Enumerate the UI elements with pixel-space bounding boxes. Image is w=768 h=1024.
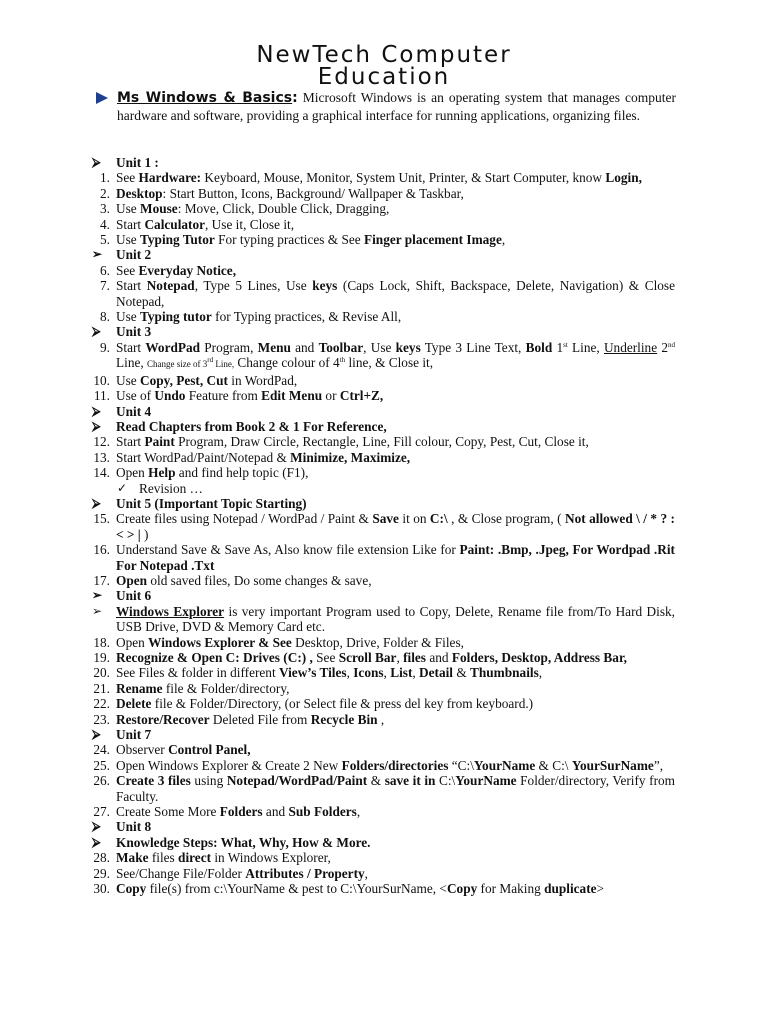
list-item: 3. Use Mouse: Move, Click, Double Click, Dragging,: [100, 201, 390, 217]
list-item: 1. See Hardware: Keyboard, Mouse, Monitor, System Unit, Printer, & Start Computer, know Login,: [100, 170, 642, 186]
list-item: 30. Copy file(s) from c:\YourName & pest to C:\YourSurName, <Copy for Making duplicate>: [93, 881, 605, 897]
list-item: 21. Rename file & Folder/directory,: [93, 680, 290, 696]
unit-note: ⮚ Read Chapters from Book 2 & 1 For Reference,: [92, 418, 387, 434]
list-item: 11. Use of Undo Feature from Edit Menu or Ctrl+Z,: [93, 388, 384, 404]
blue-arrow-bullet-icon: [96, 92, 108, 104]
list-item: 18. Open Windows Explorer & See Desktop, Drive, Folder & Files,: [93, 634, 464, 650]
intro-text: Microsoft Windows is an operating system that manages computer hardware and software, providing a graphical interface for running applications, organizing files.: [117, 90, 677, 123]
list-item: 28. Make files direct in Windows Explorer,: [93, 850, 331, 866]
unit-heading: ➢ Unit 6: [92, 588, 152, 604]
unit-heading: ⮚ Unit 7: [92, 727, 152, 743]
list-item: 8. Use Typing tutor for Typing practices, & Revise All,: [100, 309, 402, 325]
list-item: 25. Open Windows Explorer & Create 2 New Folders/directories “C:\YourName & C:\ YourSurName”,: [93, 757, 664, 773]
unit-note: ⮚ Knowledge Steps: What, Why, How & More.: [92, 834, 371, 850]
list-item: 14. Open Help and find help topic (F1),: [93, 465, 309, 481]
windows-explorer-note: ➢ Windows Explorer is very important Program used to Copy, Delete, Rename file from/To Hard Disk, USB Drive, DVD & Memory Card etc.: [92, 603, 675, 635]
arrow-bullet-icon: ⮚: [92, 418, 101, 433]
intro-heading: Ms Windows & Basics: [117, 90, 293, 106]
arrow-bullet-icon: ➢: [92, 588, 103, 603]
list-item: 10. Use Copy, Pest, Cut in WordPad,: [93, 372, 298, 388]
arrow-bullet-icon: ⮚: [92, 819, 101, 834]
list-item: 12. Start Paint Program, Draw Circle, Rectangle, Line, Fill colour, Copy, Pest, Cut, Close it,: [93, 434, 589, 450]
unit-heading: ⮚ Unit 3: [92, 324, 152, 340]
arrow-bullet-icon: ➢: [92, 247, 103, 262]
list-item: 26. Create 3 files using Notepad/WordPad/Paint & save it in C:\YourName Folder/directory, Verify from Faculty.: [93, 773, 675, 804]
arrow-bullet-icon: ⮚: [92, 324, 101, 339]
list-item: 4. Start Calculator, Use it, Close it,: [100, 216, 295, 232]
unit-heading: ⮚ Unit 4: [92, 403, 152, 419]
arrow-bullet-icon: ⮚: [92, 495, 101, 510]
list-item: 19. Recognize & Open C: Drives (C:) , See Scroll Bar, files and Folders, Desktop, Address Bar,: [93, 650, 627, 665]
list-item: 9. Start WordPad Program, Menu and Toolbar, Use keys Type 3 Line Text, Bold 1st Line, Underline 2nd Line, Change size of 3rd Line, Change colour of 4th line, & Close it,: [100, 339, 675, 371]
list-item: 2. Desktop: Start Button, Icons, Background/ Wallpaper & Taskbar,: [100, 185, 464, 201]
list-item: 17. Open old saved files, Do some changes & save,: [93, 572, 372, 588]
page-title-line-1: NewTech Computer: [256, 42, 512, 68]
revision-item: ✓ Revision …: [117, 480, 203, 496]
syllabus-list: [0, 155, 768, 897]
list-item: 24. Observer Control Panel,: [93, 742, 251, 758]
unit-heading: ⮚ Unit 5 (Important Topic Starting): [92, 495, 307, 511]
list-item: 16. Understand Save & Save As, Also know file extension Like for Paint: .Bmp, .Jpeg, For Wordpad .Rit For Notepad .Txt: [93, 542, 675, 573]
check-icon: ✓: [117, 480, 128, 495]
unit-heading: ⮚ Unit 1 :: [92, 155, 159, 170]
arrow-bullet-icon: ➢: [92, 603, 103, 618]
list-item: 22. Delete file & Folder/Directory, (or Select file & press del key from keyboard.): [93, 696, 534, 712]
list-item: 20. See Files & folder in different View’s Tiles, Icons, List, Detail & Thumbnails,: [93, 665, 543, 681]
arrow-bullet-icon: ⮚: [92, 155, 101, 169]
intro-paragraph: Ms Windows & Basics: Microsoft Windows is an operating system that manages computer hardware and software, providing a graphical interface for running applications, organizing files.: [96, 89, 676, 124]
list-item: 15. Create files using Notepad / WordPad / Paint & Save it on C:\ , & Close program, ( Not allowed \ / * ? : < > | ): [93, 511, 675, 542]
page-title-line-2: Education: [317, 64, 451, 90]
list-item: 6. See Everyday Notice,: [100, 262, 237, 278]
arrow-bullet-icon: ⮚: [92, 403, 101, 418]
list-item: 29. See/Change File/Folder Attributes / Property,: [93, 865, 368, 881]
arrow-bullet-icon: ⮚: [92, 834, 101, 849]
list-item: 13. Start WordPad/Paint/Notepad & Minimize, Maximize,: [93, 449, 411, 465]
list-item: 7. Start Notepad, Type 5 Lines, Use keys (Caps Lock, Shift, Backspace, Delete, Navigation) & Close Notepad,: [100, 278, 676, 309]
arrow-bullet-icon: ⮚: [92, 727, 101, 742]
list-item: 27. Create Some More Folders and Sub Folders,: [93, 804, 361, 820]
list-item: 5. Use Typing Tutor For typing practices & See Finger placement Image,: [100, 232, 506, 248]
list-item: 23. Restore/Recover Deleted File from Recycle Bin ,: [93, 711, 385, 727]
unit-heading: ⮚ Unit 8: [92, 819, 152, 835]
unit-heading: ➢ Unit 2: [92, 247, 152, 263]
